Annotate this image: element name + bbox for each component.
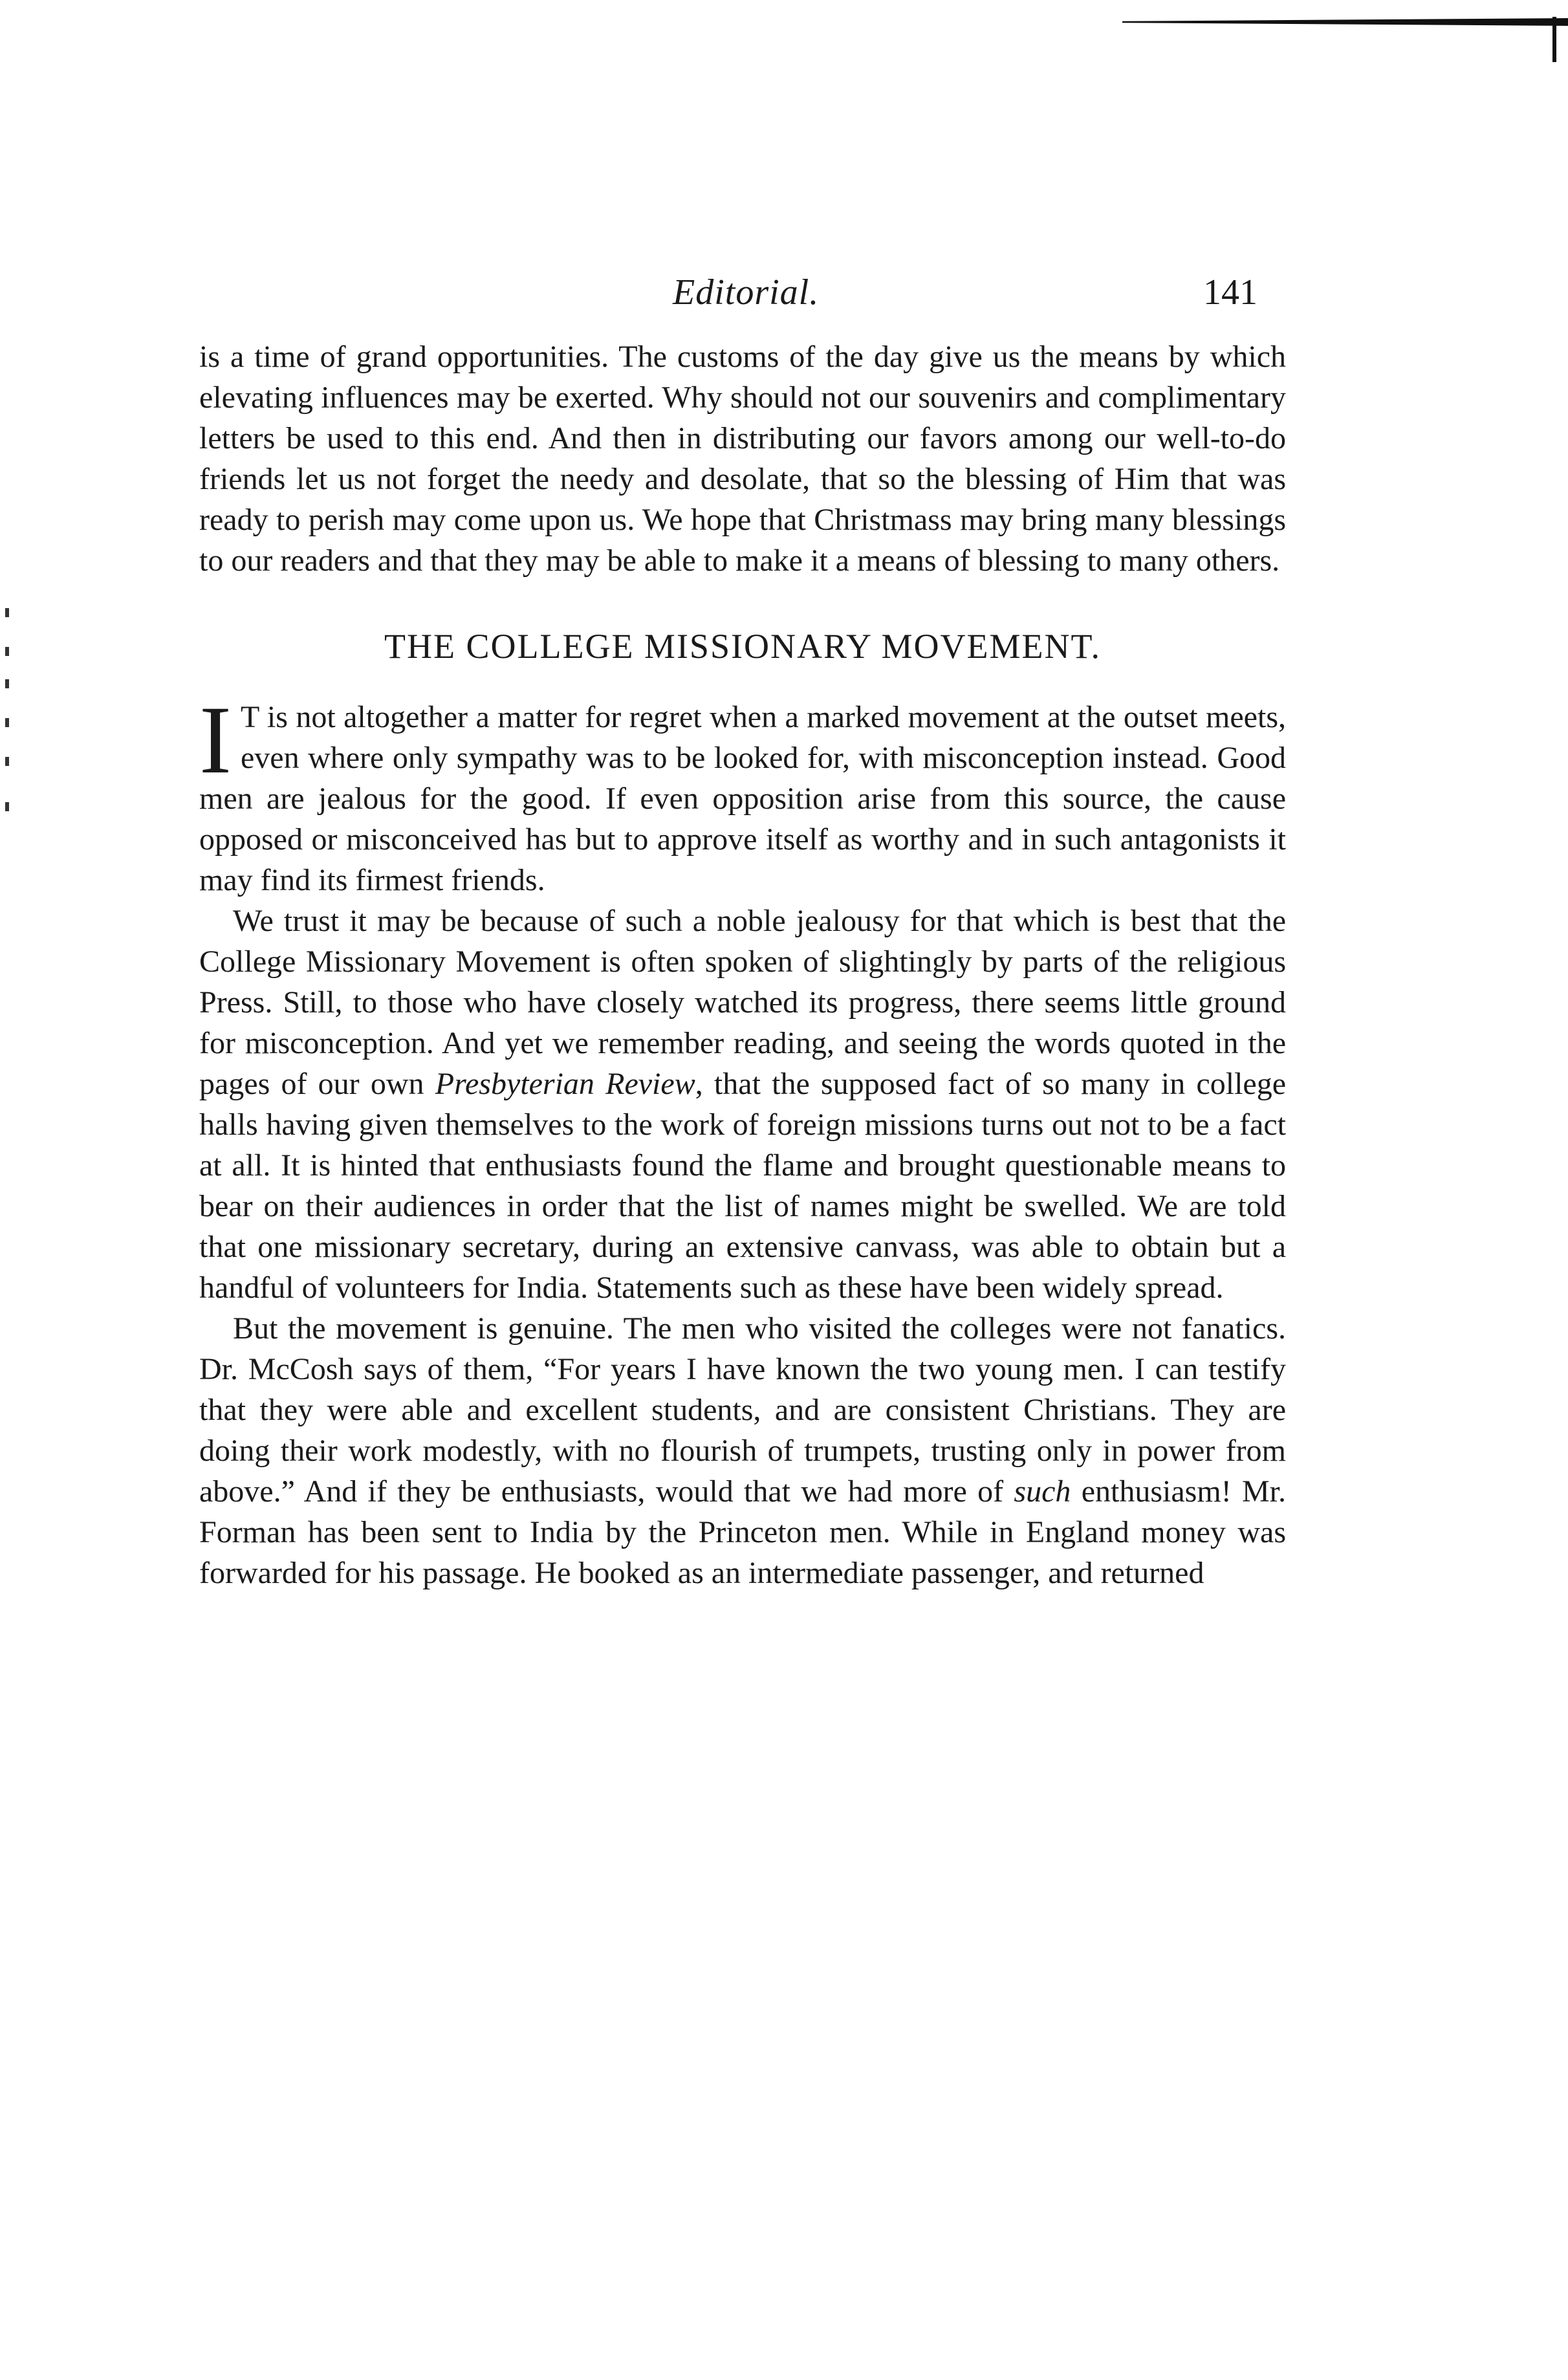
paragraph-2-text-a: We trust it may be because of such a noble jealousy for that which is best that the College Missionary Movement is often spoken of slightingly by parts of the religious Press. Still, to those who have closely watched its progress, there seems little ground for misconception. And yet we remember reading, and seeing the words quoted in the pages of our own	[199, 904, 1286, 1101]
paragraph-3-text-b: enthusiasm! Mr. Forman has been sent to India by the Princeton men. While in England money was forwarded for his passage. He booked as an intermediate passenger, and returned	[199, 1474, 1286, 1590]
paragraph-2-text-b: , that the supposed fact of so many in college halls having given themselves to the work of foreign missions turns out not to be a fact at all. It is hinted that enthusiasts found the flame and brought questionable means to bear on their audiences in order that the list of names might be swelled. We are told that one missionary secretary, during an extensive canvass, was able to obtain but a handful of volunteers for India. Statements such as these have been widely spread.	[199, 1067, 1287, 1305]
page-number: 141	[1203, 272, 1258, 312]
drop-cap: I	[199, 686, 232, 794]
paragraph-3-text-a: But the movement is genuine. The men who visited the colleges were not fanatics. Dr. McCosh says of them, “For years I have known the two young men. I can testify that they were able and excellent students, and are consistent Christians. They are doing their work modestly, with no flourish of trumpets, trusting only in power from above.” And if they be enthusiasts, would that we had more of	[199, 1311, 1286, 1509]
top-rule-tick	[1552, 17, 1556, 62]
emphasis-such: such	[1014, 1474, 1071, 1509]
paragraph-2	[199, 901, 1286, 1308]
running-head: Editorial.	[673, 272, 820, 312]
presbyterian-review-title: Presbyterian Review	[435, 1067, 695, 1101]
section-title: THE COLLEGE MISSIONARY MOVEMENT.	[384, 627, 1101, 666]
paragraph-1	[199, 686, 1286, 901]
top-printer-rule	[1122, 18, 1568, 26]
drop-cap-continuation: T	[240, 700, 259, 734]
margin-ink-specks	[5, 608, 14, 822]
paragraph-3	[199, 1308, 1286, 1593]
paragraph-1-text: is not altogether a matter for regret when a marked movement at the outset meets, even where only sympathy was to be looked for, with misconception instead. Good men are jealous for the good. If even opposition arise from this source, the cause opposed or misconceived has but to approve itself as worthy and in such antagonists it may find its firmest friends.	[199, 700, 1286, 897]
intro-paragraph: is a time of grand opportunities. The customs of the day give us the means by which elevating influences may be exerted. Why should not our souvenirs and complimentary letters be used to this end. And then in distributing our favors among our well-to-do friends let us not forget the needy and desolate, that so the blessing of Him that was ready to perish may come upon us. We hope that Christmass may bring many blessings to our readers and that they may be able to make it a means of blessing to many others.	[199, 340, 1286, 578]
body-text	[199, 336, 1286, 1593]
